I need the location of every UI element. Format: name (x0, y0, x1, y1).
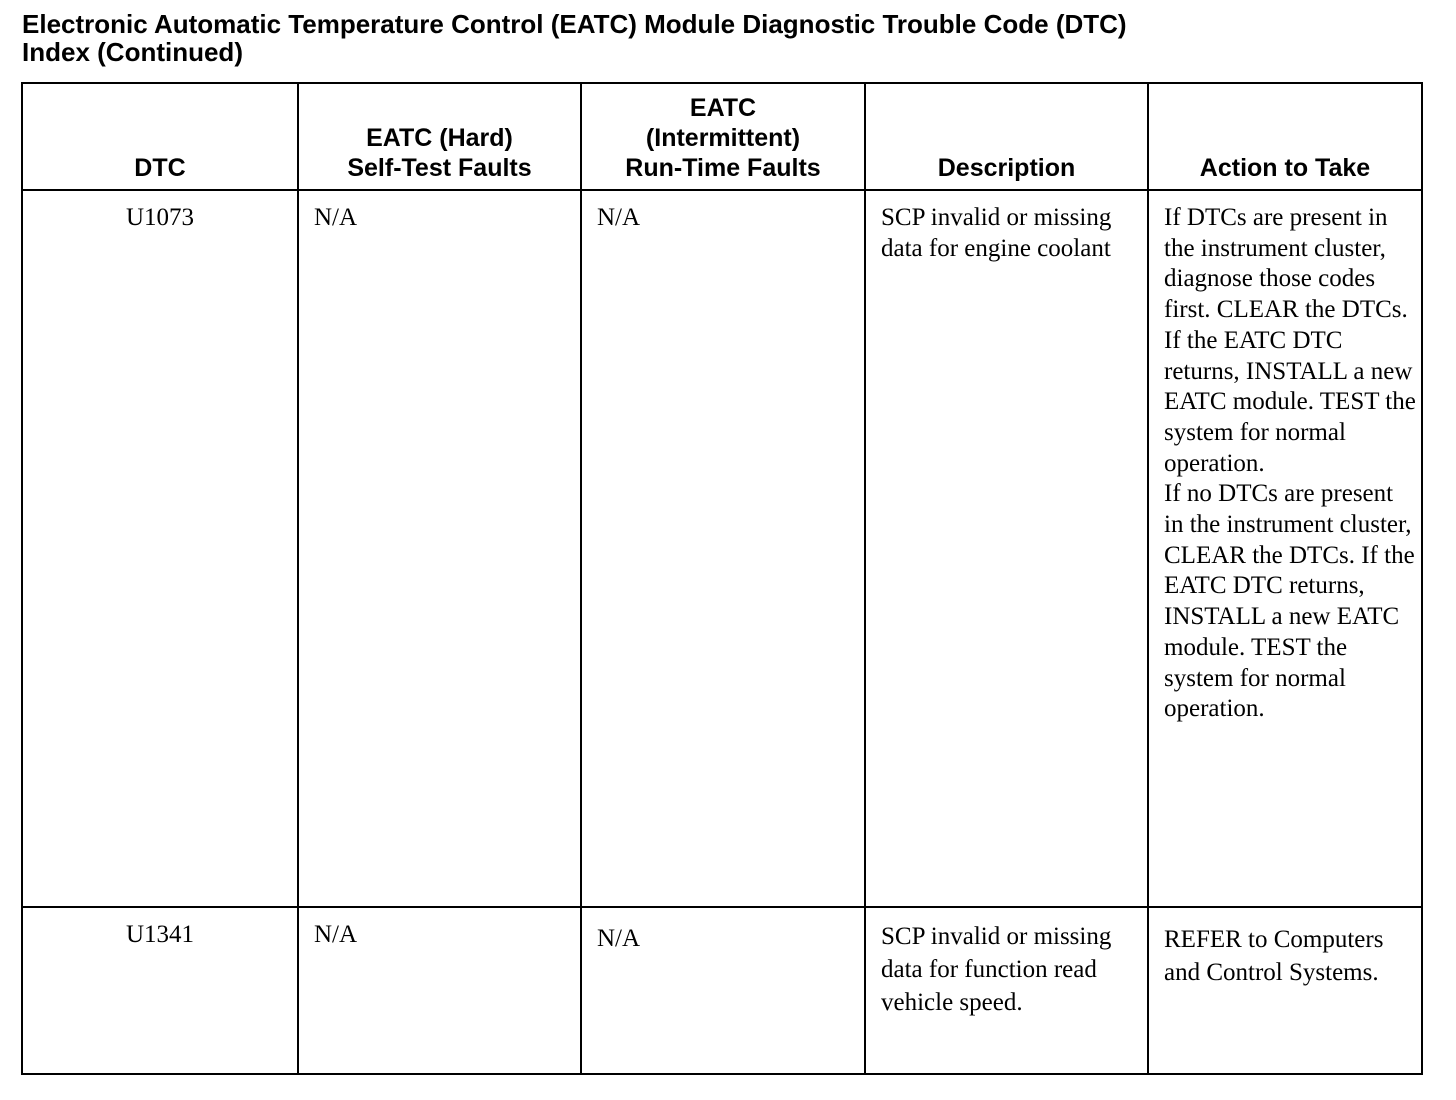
action-cell: REFER to Computers and Control Systems. (1148, 907, 1422, 1074)
description-cell: SCP invalid or missing data for engine coolant (865, 190, 1148, 907)
hard-fault-cell: N/A (298, 190, 581, 907)
page-title-line-2: Index (Continued) (22, 37, 243, 67)
runtime-fault-cell: N/A (581, 190, 865, 907)
header-dtc: DTC (22, 83, 298, 190)
header-action-to-take: Action to Take (1148, 83, 1422, 190)
dtc-code-cell: U1341 (22, 907, 298, 1074)
runtime-fault-cell: N/A (581, 907, 865, 1074)
action-paragraph-2: If no DTCs are present in the instrument cluster, CLEAR the DTCs. If the EATC DTC returns, INSTALL a new EATC module. TEST the system for normal operation. (1164, 480, 1415, 723)
dtc-index-table (21, 82, 1423, 1075)
description-cell: SCP invalid or missing data for function read vehicle speed. (865, 907, 1148, 1074)
hard-fault-cell: N/A (298, 907, 581, 1074)
dtc-code-cell: U1073 (22, 190, 298, 907)
table-row (22, 907, 1422, 1074)
header-hard-self-test-faults: EATC (Hard) Self-Test Faults (298, 83, 581, 190)
header-intermittent-run-time-faults: EATC (Intermittent) Run-Time Faults (581, 83, 865, 190)
table-row (22, 190, 1422, 907)
table-header-row (22, 83, 1422, 190)
page-title-line-1: Electronic Automatic Temperature Control (EATC) Module Diagnostic Trouble Code (DTC) (22, 9, 1127, 39)
page-title (22, 10, 1402, 66)
header-description: Description (865, 83, 1148, 190)
action-paragraph-1: If DTCs are present in the instrument cluster, diagnose those codes first. CLEAR the DTCs. If the EATC DTC returns, INSTALL a new EATC module. TEST the system for normal operation. (1164, 204, 1416, 477)
action-cell (1148, 190, 1422, 907)
